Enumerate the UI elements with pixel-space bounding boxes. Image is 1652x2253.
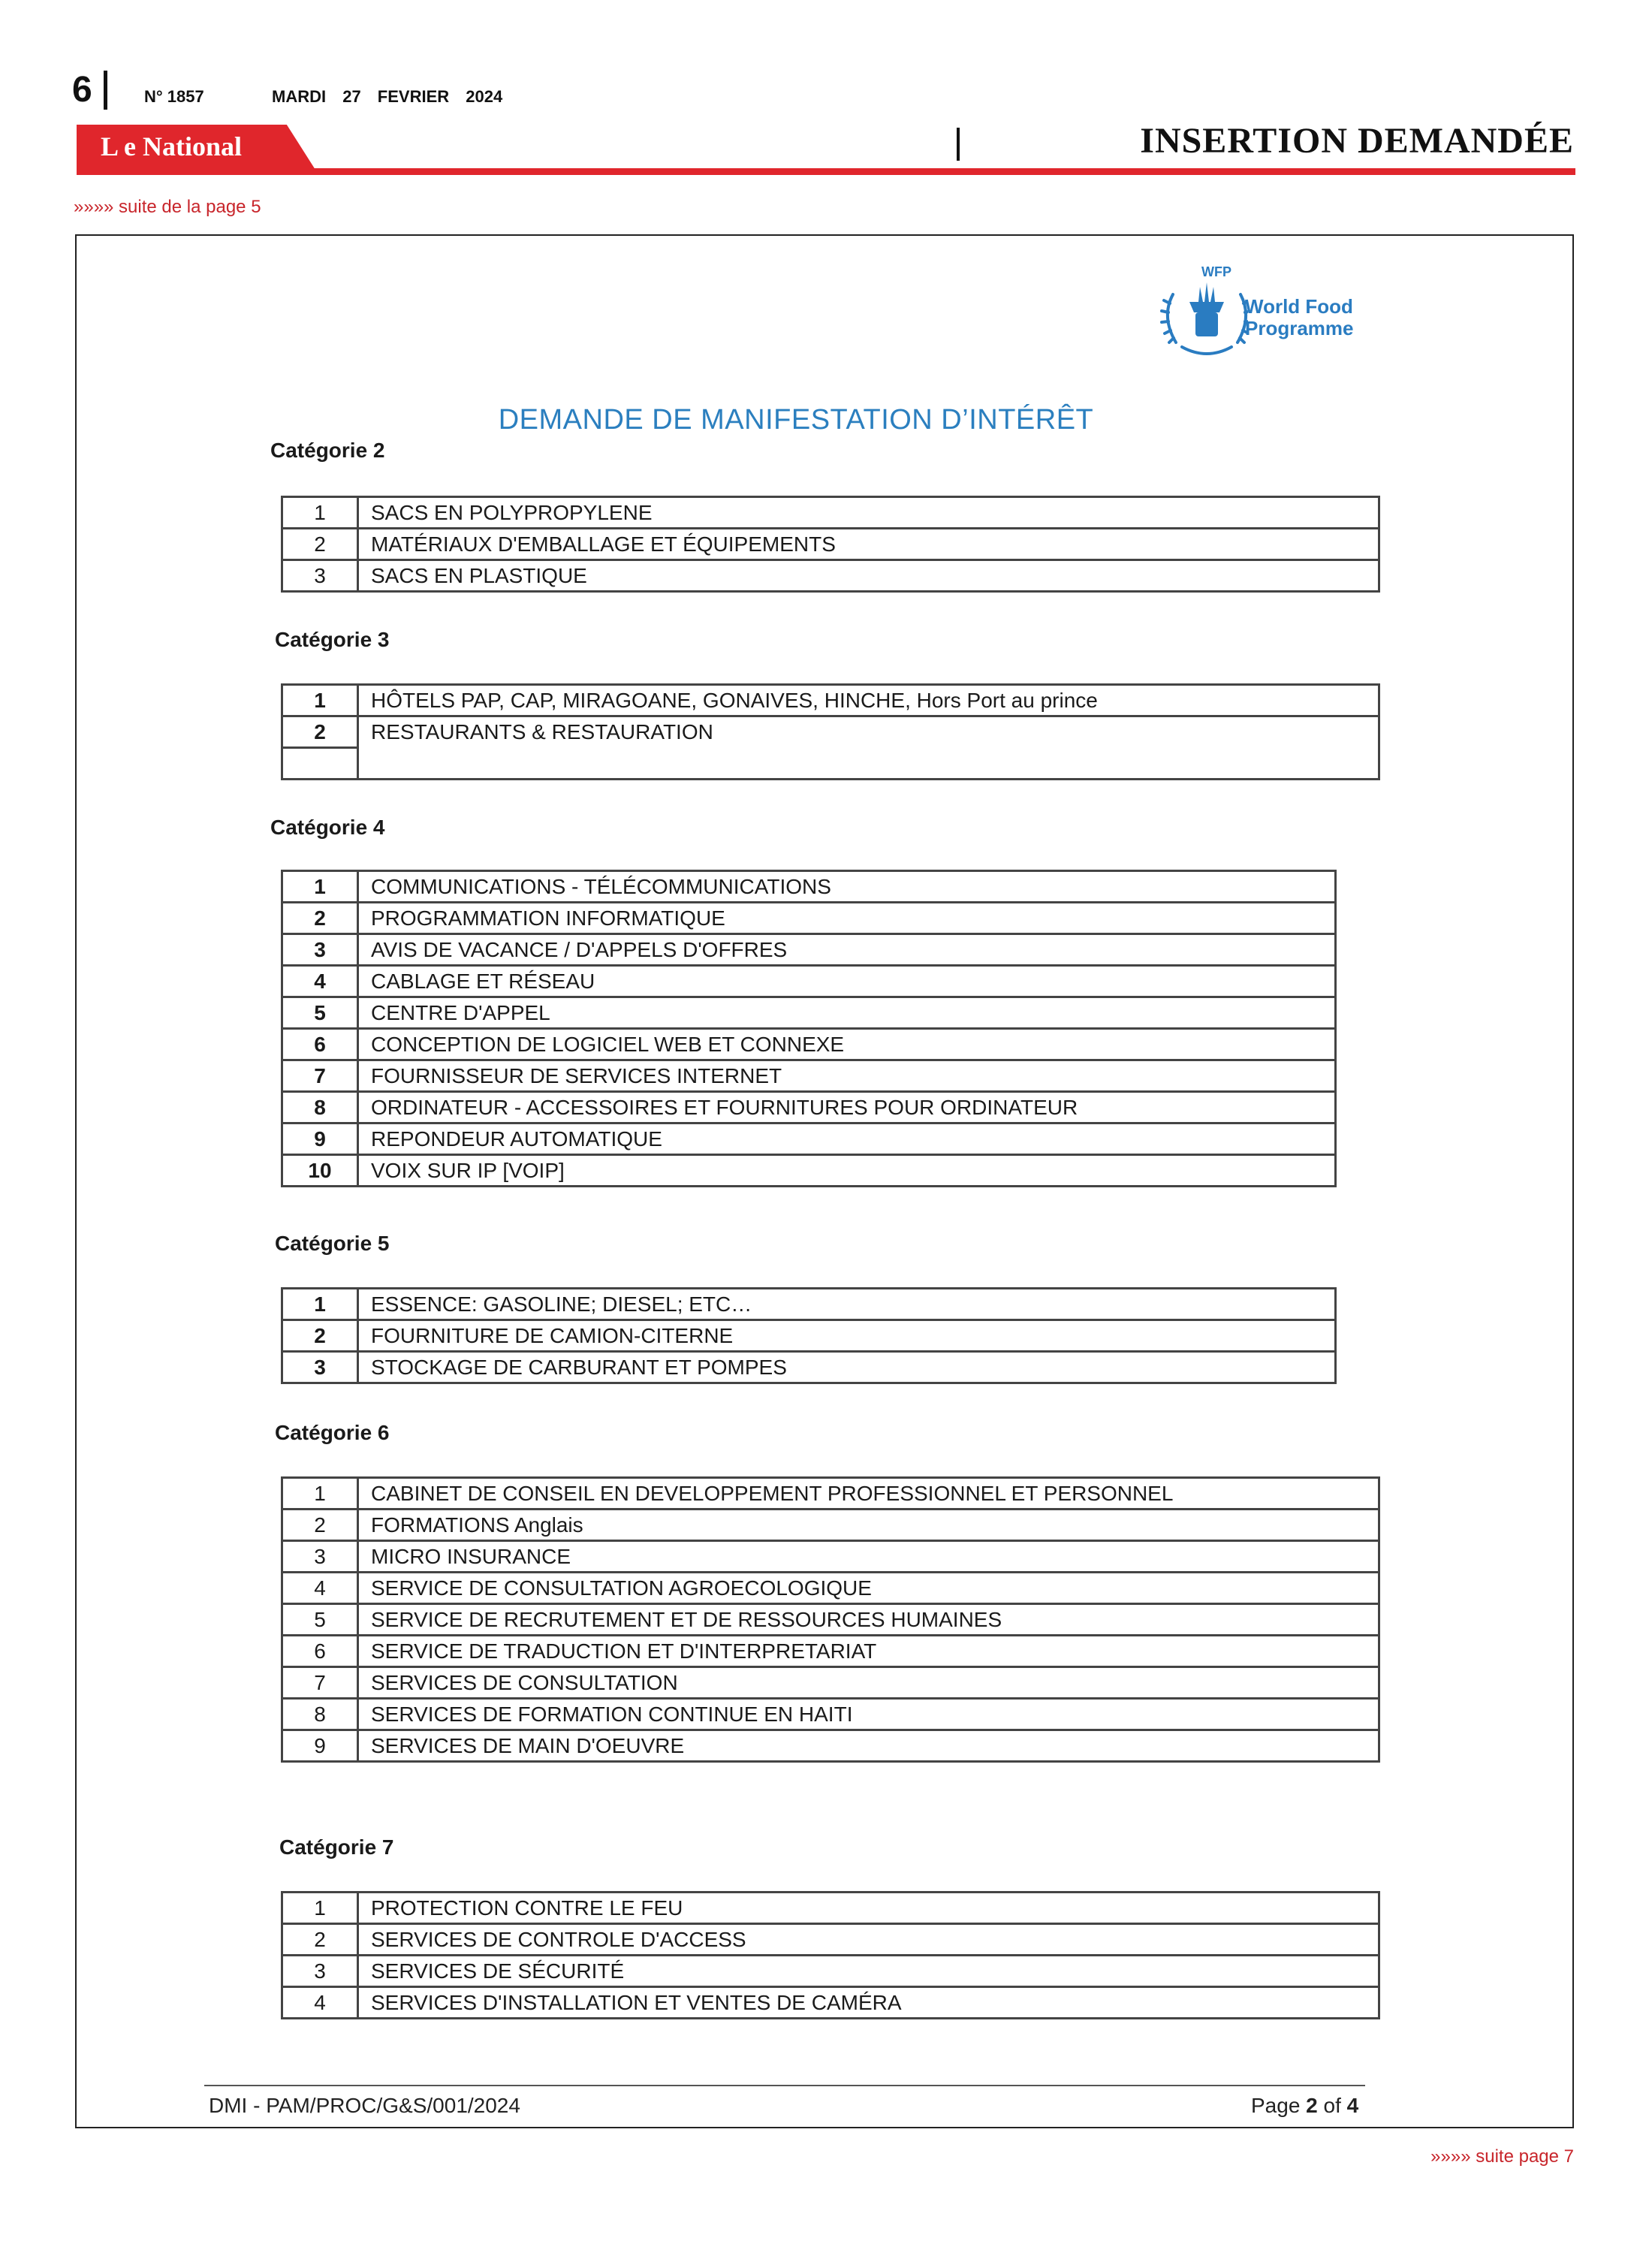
wfp-name	[1245, 296, 1354, 339]
row-number: 1	[282, 1478, 358, 1510]
row-label: CENTRE D'APPEL	[358, 997, 1336, 1029]
table-row	[282, 1893, 1379, 1924]
wfp-acronym: WFP	[1201, 264, 1231, 279]
row-label: CONCEPTION DE LOGICIEL WEB ET CONNEXE	[358, 1029, 1336, 1060]
row-label: CABLAGE ET RÉSEAU	[358, 966, 1336, 997]
row-label: SERVICES DE MAIN D'OEUVRE	[358, 1730, 1379, 1762]
row-number: 9	[282, 1123, 358, 1155]
row-number: 3	[282, 1352, 358, 1383]
issue-date: MARDI 27 FEVRIER 2024	[272, 87, 503, 106]
row-number-empty	[282, 748, 358, 780]
row-number: 1	[282, 871, 358, 903]
row-number: 2	[282, 903, 358, 934]
table-row	[282, 1478, 1379, 1510]
row-label: HÔTELS PAP, CAP, MIRAGOANE, GONAIVES, HINCHE, Hors Port au prince	[358, 685, 1379, 716]
row-label: SERVICE DE CONSULTATION AGROECOLOGIQUE	[358, 1573, 1379, 1604]
row-number: 1	[282, 1289, 358, 1320]
row-number: 1	[282, 1893, 358, 1924]
row-number: 7	[282, 1060, 358, 1092]
page-total: 4	[1346, 2094, 1359, 2117]
row-label: REPONDEUR AUTOMATIQUE	[358, 1123, 1336, 1155]
row-number: 6	[282, 1636, 358, 1667]
document-footer-rule	[204, 2085, 1365, 2086]
row-label: COMMUNICATIONS - TÉLÉCOMMUNICATIONS	[358, 871, 1336, 903]
row-label: FOURNISSEUR DE SERVICES INTERNET	[358, 1060, 1336, 1092]
row-number: 8	[282, 1092, 358, 1123]
row-label: AVIS DE VACANCE / D'APPELS D'OFFRES	[358, 934, 1336, 966]
page-current: 2	[1306, 2094, 1318, 2117]
continued-from-link[interactable]: »»»» suite de la page 5	[74, 197, 261, 217]
row-label: RESTAURANTS & RESTAURATION	[358, 716, 1379, 780]
row-label: CABINET DE CONSEIL EN DEVELOPPEMENT PROFESSIONNEL ET PERSONNEL	[358, 1478, 1379, 1510]
table-row	[282, 1155, 1336, 1187]
header-divider	[957, 128, 960, 161]
row-number: 6	[282, 1029, 358, 1060]
row-number: 2	[282, 716, 358, 748]
table-row	[282, 1604, 1379, 1636]
issue-number: N° 1857	[144, 87, 204, 106]
row-label: PROTECTION CONTRE LE FEU	[358, 1893, 1379, 1924]
table-row	[282, 871, 1336, 903]
category-table	[281, 1891, 1380, 2019]
newspaper-name: L e National	[101, 131, 243, 161]
table-row	[282, 1730, 1379, 1762]
table-row	[282, 903, 1336, 934]
table-row	[282, 560, 1379, 592]
row-label: SERVICES DE CONTROLE D'ACCESS	[358, 1924, 1379, 1956]
row-number: 4	[282, 966, 358, 997]
row-label: FORMATIONS Anglais	[358, 1510, 1379, 1541]
row-label: SERVICES D'INSTALLATION ET VENTES DE CAMÉRA	[358, 1987, 1379, 2019]
row-number: 7	[282, 1667, 358, 1699]
table-row	[282, 1924, 1379, 1956]
page-number: 6	[72, 70, 92, 110]
row-label: MATÉRIAUX D'EMBALLAGE ET ÉQUIPEMENTS	[358, 529, 1379, 560]
row-label: VOIX SUR IP [VOIP]	[358, 1155, 1336, 1187]
row-number: 2	[282, 1510, 358, 1541]
category-table	[281, 1287, 1337, 1384]
table-row	[282, 1541, 1379, 1573]
row-number: 4	[282, 1573, 358, 1604]
category-table	[281, 870, 1337, 1187]
wfp-name-line2: Programme	[1245, 317, 1354, 339]
row-number: 4	[282, 1987, 358, 2019]
table-row	[282, 1320, 1336, 1352]
table-row	[282, 1636, 1379, 1667]
row-label: SERVICES DE SÉCURITÉ	[358, 1956, 1379, 1987]
row-number: 1	[282, 685, 358, 716]
category-table	[281, 683, 1380, 780]
row-number: 3	[282, 1956, 358, 1987]
category-heading: Catégorie 3	[275, 628, 390, 651]
row-label: ORDINATEUR - ACCESSOIRES ET FOURNITURES POUR ORDINATEUR	[358, 1092, 1336, 1123]
category-heading: Catégorie 6	[275, 1421, 390, 1444]
table-row	[282, 1123, 1336, 1155]
page-prefix: Page	[1251, 2094, 1307, 2117]
table-row	[282, 716, 1379, 748]
table-row	[282, 1289, 1336, 1320]
table-row	[282, 529, 1379, 560]
row-number: 2	[282, 1320, 358, 1352]
category-table	[281, 1476, 1380, 1763]
row-number: 5	[282, 1604, 358, 1636]
section-title: INSERTION DEMANDÉE	[1140, 121, 1574, 161]
row-label: SERVICE DE TRADUCTION ET D'INTERPRETARIAT	[358, 1636, 1379, 1667]
table-row	[282, 497, 1379, 529]
document-reference: DMI - PAM/PROC/G&S/001/2024	[209, 2094, 520, 2117]
document-page-indicator	[1251, 2094, 1358, 2118]
wfp-logo	[1150, 264, 1376, 362]
row-label: SERVICE DE RECRUTEMENT ET DE RESSOURCES HUMAINES	[358, 1604, 1379, 1636]
row-number: 3	[282, 1541, 358, 1573]
header-rule	[77, 168, 1575, 175]
row-label: MICRO INSURANCE	[358, 1541, 1379, 1573]
table-row	[282, 685, 1379, 716]
row-number: 2	[282, 529, 358, 560]
table-row	[282, 1029, 1336, 1060]
table-row	[282, 966, 1336, 997]
row-label: PROGRAMMATION INFORMATIQUE	[358, 903, 1336, 934]
table-row	[282, 1667, 1379, 1699]
row-label: FOURNITURE DE CAMION-CITERNE	[358, 1320, 1336, 1352]
page-number-divider	[104, 71, 107, 110]
category-heading: Catégorie 7	[279, 1835, 394, 1859]
row-number: 9	[282, 1730, 358, 1762]
row-number: 1	[282, 497, 358, 529]
row-number: 8	[282, 1699, 358, 1730]
table-row	[282, 1510, 1379, 1541]
continued-to-link[interactable]: »»»» suite page 7	[1430, 2146, 1574, 2167]
table-row	[282, 1573, 1379, 1604]
row-number: 3	[282, 934, 358, 966]
table-row	[282, 1699, 1379, 1730]
row-label: SACS EN POLYPROPYLENE	[358, 497, 1379, 529]
page-of: of	[1317, 2094, 1347, 2117]
table-row	[282, 1092, 1336, 1123]
wfp-name-line1: World Food	[1245, 295, 1353, 318]
table-row	[282, 1060, 1336, 1092]
category-table	[281, 496, 1380, 593]
category-heading: Catégorie 4	[270, 816, 385, 839]
document-title: DEMANDE DE MANIFESTATION D’INTÉRÊT	[498, 404, 1094, 436]
row-number: 5	[282, 997, 358, 1029]
row-label: SACS EN PLASTIQUE	[358, 560, 1379, 592]
table-row	[282, 934, 1336, 966]
row-label: STOCKAGE DE CARBURANT ET POMPES	[358, 1352, 1336, 1383]
table-row	[282, 1352, 1336, 1383]
row-number: 2	[282, 1924, 358, 1956]
row-label: SERVICES DE FORMATION CONTINUE EN HAITI	[358, 1699, 1379, 1730]
row-label: ESSENCE: GASOLINE; DIESEL; ETC…	[358, 1289, 1336, 1320]
row-number: 10	[282, 1155, 358, 1187]
row-label: SERVICES DE CONSULTATION	[358, 1667, 1379, 1699]
table-row	[282, 1987, 1379, 2019]
row-number: 3	[282, 560, 358, 592]
category-heading: Catégorie 5	[275, 1232, 390, 1255]
category-heading: Catégorie 2	[270, 439, 385, 462]
table-row	[282, 1956, 1379, 1987]
table-row	[282, 997, 1336, 1029]
